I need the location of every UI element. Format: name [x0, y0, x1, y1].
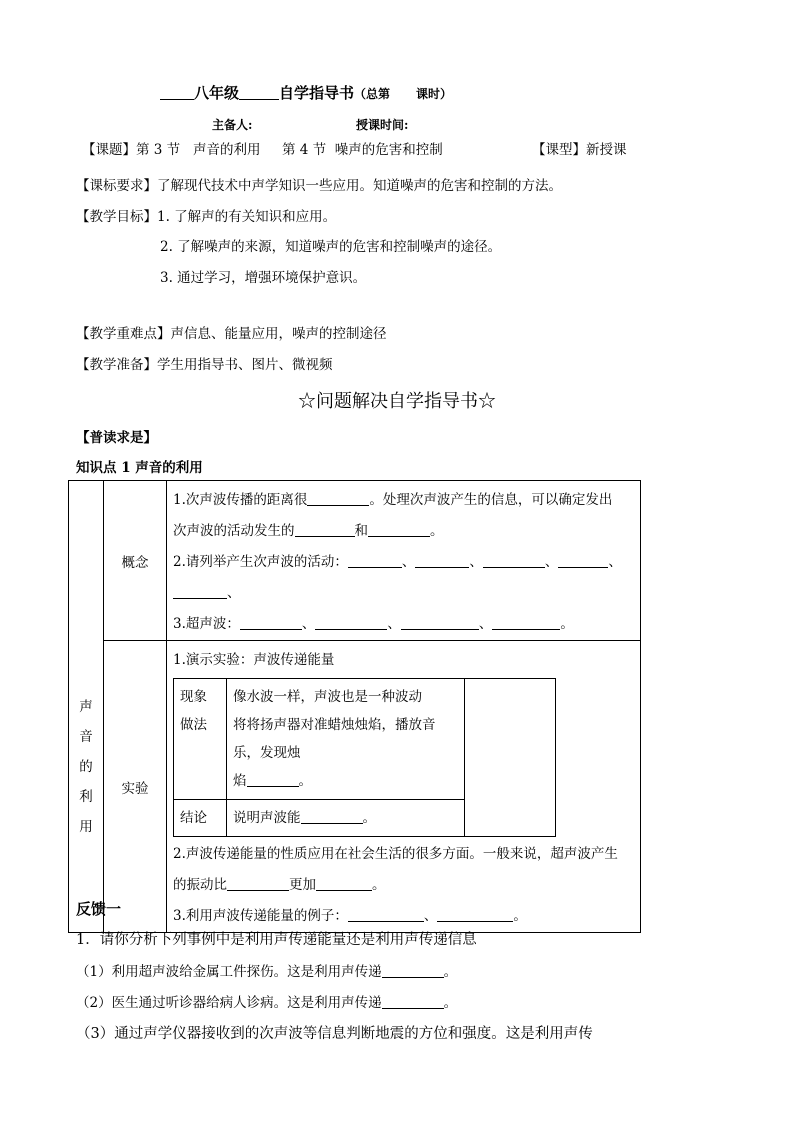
standard-line: 【课标要求】了解现代技术中声学知识一些应用。知道噪声的危害和控制的方法。	[76, 178, 562, 194]
side-label: 声 音 的 利 用	[69, 481, 104, 933]
blank[interactable]	[173, 584, 227, 599]
feedback-item-3: （3）通过声学仪器接收到的次声波等信息判断地震的方位和强度。这是利用声传	[76, 1026, 593, 1042]
goal-line-1: 【教学目标】1. 了解声的有关知识和应用。	[76, 209, 337, 225]
blank[interactable]	[348, 553, 402, 568]
knowledge-table	[68, 480, 641, 933]
blank[interactable]	[316, 876, 372, 891]
blank[interactable]	[247, 772, 299, 787]
blank[interactable]	[368, 522, 430, 537]
knowledge-point-title: 知识点 1 声音的利用	[76, 460, 203, 476]
feedback-question: 1．请你分析下列事例中是利用声传递能量还是利用声传递信息	[76, 932, 477, 948]
topic-line: 【课题】第 3 节 声音的利用 第 4 节 噪声的危害和控制	[82, 142, 443, 158]
blank[interactable]	[558, 553, 608, 568]
experiment-cell: 1.演示实验：声波传递能量 现象 做法 像水波一样，声波也是一种波动 将将扬声器对准蜡烛烛焰，播放音乐，发现烛 焰 。 结论 说明声波能 。 2.声波传递能量的性质应用在社会生活的很多方面。一般来说，超声波产生 的振动比 更加 。 3.利用声波传递能量的例子： 、 。	[167, 641, 641, 933]
section-title: ☆问题解决自学指导书☆	[298, 391, 496, 412]
blank[interactable]	[301, 809, 363, 824]
blank[interactable]	[382, 994, 444, 1009]
feedback-item-2: （2）医生通过听诊器给病人诊病。这是利用声传递 。	[76, 995, 458, 1011]
blank[interactable]	[240, 615, 302, 630]
blank[interactable]	[227, 876, 289, 891]
blank[interactable]	[307, 491, 369, 506]
teach-time-label: 授课时间:	[356, 118, 409, 132]
preparer-label: 主备人:	[212, 118, 253, 132]
feedback-item-1: （1）利用超声波给金属工件探伤。这是利用声传递 。	[76, 964, 458, 980]
document-title: 八年级 自学指导书（总第 课时）	[160, 82, 452, 103]
experiment-table: 现象 做法 像水波一样，声波也是一种波动 将将扬声器对准蜡烛烛焰，播放音乐，发现烛 焰 。 结论 说明声波能 。	[173, 678, 556, 837]
blank[interactable]	[437, 907, 513, 922]
concept-label: 概念	[104, 481, 167, 641]
concept-cell: 1.次声波传播的距离很 。处理次声波产生的信息，可以确定发出 次声波的活动发生的 和 。 2.请列举产生次声波的活动： 、 、 、 、 、 3.超声波： 、 、 、 。	[167, 481, 641, 641]
experiment-label: 实验	[104, 641, 167, 933]
blank[interactable]	[483, 553, 545, 568]
read-label: 【普读求是】	[76, 430, 157, 446]
type-line: 【课型】新授课	[532, 142, 627, 158]
feedback-title: 反馈一	[76, 900, 122, 918]
blank[interactable]	[492, 615, 560, 630]
prep-line: 【教学准备】学生用指导书、图片、微视频	[76, 357, 333, 373]
key-line: 【教学重难点】声信息、能量应用，噪声的控制途径	[76, 326, 387, 342]
blank[interactable]	[415, 553, 469, 568]
blank[interactable]	[348, 907, 424, 922]
blank[interactable]	[315, 615, 387, 630]
goal-line-2: 2. 了解噪声的来源，知道噪声的危害和控制噪声的途径。	[160, 239, 502, 255]
blank[interactable]	[295, 522, 355, 537]
blank[interactable]	[401, 615, 479, 630]
goal-line-3: 3. 通过学习，增强环境保护意识。	[160, 270, 367, 286]
blank[interactable]	[382, 963, 444, 978]
